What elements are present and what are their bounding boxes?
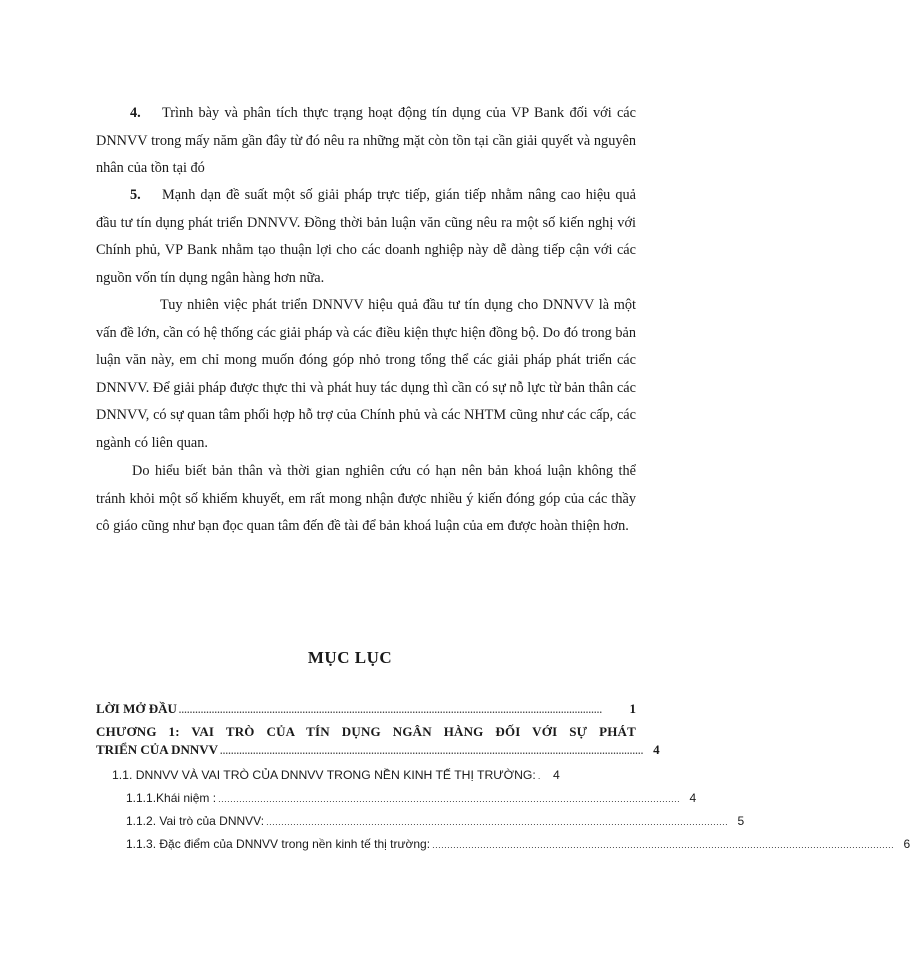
toc-entry-text: 1.1.1.Khái niệm : [126,791,217,805]
toc-page-number: 6 [903,837,910,851]
toc-leader: .......................................................................................................................................................... [266,817,729,827]
toc-entry-text: 1.1.2. Vai trò của DNNVV: [126,814,265,828]
toc-page-number: 4 [689,791,697,805]
toc-page-number: 4 [553,768,560,782]
paragraph-body: Do hiểu biết bản thân và thời gian nghiên cứu có hạn nên bản khoá luận không thể tránh khỏi một số khiếm khuyết, em rất mong nhận được nhiều ý kiến đóng góp của các thầy cô giáo cũng như bạn đọc quan tâm đến đề tài để bản khoá luận của em được hoàn thiện hơn. [96,463,636,534]
toc-entry[interactable] [96,787,697,810]
toc-leader: .......................................................................................................................................................... [218,794,681,804]
toc-entry-text-line2: TRIỂN CỦA DNNVV [96,742,219,757]
toc-title: MỤC LỤC [307,648,393,667]
paragraph-text: Mạnh dạn đề suất một số giải pháp trực tiếp, gián tiếp nhằm nâng cao hiệu quả đầu tư tín dụng phát triển DNNVV. Đồng thời bản luận văn cũng nêu ra một số kiến nghị với Chính phủ, VP Bank nhằm tạo thuận lợi cho các doanh nghiệp này dễ dàng tiếp cận với các nguồn vốn tín dụng ngân hàng hơn nữa. [96,187,636,286]
paragraph-body: Tuy nhiên việc phát triển DNNVV hiệu quả đầu tư tín dụng cho DNNVV là một vấn đề lớn, cần có hệ thống các giải pháp và các điều kiện thực hiện đồng bộ. Do đó trong bản luận văn này, em chỉ mong muốn đóng góp nhỏ trong tổng thể các giải pháp phát triển các DNNVV. Để giải pháp được thực thi và phát huy tác dụng thì cần có sự nỗ lực từ bản thân các DNNVV, có sự quan tâm phối hợp hỗ trợ của Chính phủ và các NHTM cũng như các cấp, các ngành có liên quan. [96,297,636,451]
toc-entry[interactable] [96,833,910,856]
toc-leader: .......................................................................................................................................................... [178,705,603,715]
toc-entry-chapter[interactable] [96,723,660,760]
toc-leader: .......................................................................................................................................................... [220,746,644,756]
toc-entry-text-line1: CHƯƠNG 1: VAI TRÒ CỦA TÍN DỤNG NGÂN HÀNG ĐỐI VỚI SỰ PHÁT [96,724,636,739]
toc-entry-text: 1.1.3. Đặc điểm của DNNVV trong nền kinh tế thị trường: [126,837,431,851]
toc-entry[interactable] [96,810,745,833]
paragraph-text: Trình bày và phân tích thực trạng hoạt động tín dụng của VP Bank đối với các DNNVV trong mấy năm gần đây từ đó nêu ra những mặt còn tồn tại cần giải quyết và nguyên nhân của tồn tại đó [96,105,636,176]
toc-page-number: 5 [737,814,745,828]
toc-entry[interactable] [96,764,636,787]
toc-entry[interactable] [96,700,636,719]
toc-entry-text: LỜI MỞ ĐẦU [96,701,177,716]
toc-page-number: 4 [653,742,660,757]
paragraph-item-5 [96,182,636,292]
toc-leader: .......................................................................................................................................................... [432,840,895,850]
item-number: 5. [130,187,141,203]
item-number: 4. [130,105,141,121]
toc-leader: . [537,771,541,781]
toc-page-number: 1 [629,701,636,716]
paragraph-item-4 [96,100,636,183]
toc-entry-text: 1.1. DNNVV VÀ VAI TRÒ CỦA DNNVV TRONG NỀN KINH TẾ THỊ TRƯỜNG: [112,768,536,782]
table-of-contents [96,700,910,856]
